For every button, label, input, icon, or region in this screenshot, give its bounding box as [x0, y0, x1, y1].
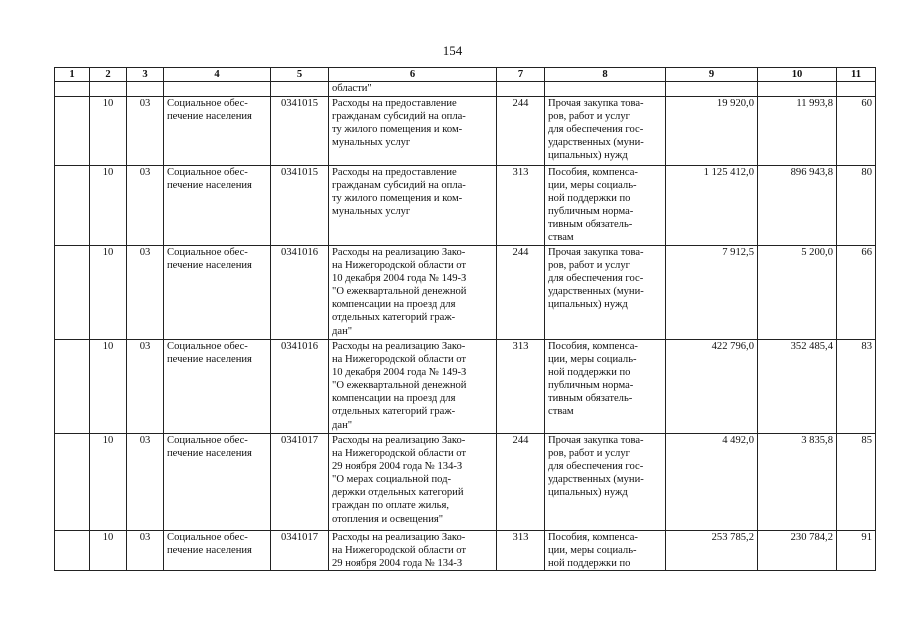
cell-expense-type: 244 [497, 97, 545, 166]
cell-subsection: 03 [127, 340, 164, 434]
cell-section: 10 [90, 246, 127, 340]
cell [55, 97, 90, 166]
cell-actual: 352 485,4 [758, 340, 837, 434]
cell-expense-type: 244 [497, 434, 545, 531]
table-row [55, 434, 876, 531]
cell-section-name: Социальное обес- печение населения [164, 531, 271, 571]
cell-percent: 66 [837, 246, 876, 340]
cell-target-article: 0341017 [271, 531, 329, 571]
header-col-1: 1 [55, 68, 90, 82]
cell-section-name: Социальное обес- печение населения [164, 340, 271, 434]
cell-planned: 253 785,2 [666, 531, 758, 571]
header-col-8: 8 [545, 68, 666, 82]
header-row [55, 68, 876, 82]
cell-expense-type-name: Пособия, компенса- ции, меры социаль- ной поддержки по публичным норма- тивным обязатель- ствам [545, 340, 666, 434]
cell [271, 82, 329, 97]
cell [666, 82, 758, 97]
cell-expense-description: Расходы на реализацию Зако- на Нижегородской области от 10 декабря 2004 года № 149-З "О ежеквартальной денежной компенсации на проезд для отдельных категорий граж- дан" [329, 340, 497, 434]
cell-expense-type-name: Прочая закупка това- ров, работ и услуг для обеспечения гос- ударственных (муни- ципальных) нужд [545, 434, 666, 531]
cell-percent: 60 [837, 97, 876, 166]
cell-expense-type-name: Пособия, компенса- ции, меры социаль- ной поддержки по [545, 531, 666, 571]
header-col-2: 2 [90, 68, 127, 82]
cell [90, 82, 127, 97]
cell-expense-type: 313 [497, 340, 545, 434]
header-col-7: 7 [497, 68, 545, 82]
cell-section: 10 [90, 434, 127, 531]
cell [497, 82, 545, 97]
cell-subsection: 03 [127, 166, 164, 246]
cell-actual: 3 835,8 [758, 434, 837, 531]
cell-section: 10 [90, 166, 127, 246]
cell-actual: 230 784,2 [758, 531, 837, 571]
cell [55, 82, 90, 97]
cell [545, 82, 666, 97]
cell-actual: 11 993,8 [758, 97, 837, 166]
cell [55, 531, 90, 571]
cell [758, 82, 837, 97]
cell-subsection: 03 [127, 246, 164, 340]
cell [164, 82, 271, 97]
cell-percent: 80 [837, 166, 876, 246]
cell-subsection: 03 [127, 434, 164, 531]
cell-subsection: 03 [127, 531, 164, 571]
cell [55, 246, 90, 340]
table-row [55, 340, 876, 434]
cell-expense-type-name: Прочая закупка това- ров, работ и услуг для обеспечения гос- ударственных (муни- ципальных) нужд [545, 97, 666, 166]
table-row [55, 97, 876, 166]
cell-expense-type-name: Прочая закупка това- ров, работ и услуг для обеспечения гос- ударственных (муни- ципальных) нужд [545, 246, 666, 340]
header-col-6: 6 [329, 68, 497, 82]
cell-expense-type: 313 [497, 531, 545, 571]
cell-target-article: 0341015 [271, 166, 329, 246]
cell-section-name: Социальное обес- печение населения [164, 434, 271, 531]
cell-section-name: Социальное обес- печение населения [164, 166, 271, 246]
cell-expense-description: Расходы на предоставление гражданам субсидий на опла- ту жилого помещения и ком- мунальных услуг [329, 166, 497, 246]
budget-table [54, 67, 876, 571]
cell-planned: 422 796,0 [666, 340, 758, 434]
table-row [55, 246, 876, 340]
cell-target-article: 0341016 [271, 340, 329, 434]
header-col-3: 3 [127, 68, 164, 82]
cell-planned: 4 492,0 [666, 434, 758, 531]
cell-percent: 83 [837, 340, 876, 434]
cell-target-article: 0341016 [271, 246, 329, 340]
header-col-4: 4 [164, 68, 271, 82]
cell-target-article: 0341017 [271, 434, 329, 531]
table-row [55, 531, 876, 571]
cell-planned: 1 125 412,0 [666, 166, 758, 246]
cell-actual: 896 943,8 [758, 166, 837, 246]
header-col-11: 11 [837, 68, 876, 82]
cell-expense-type-name: Пособия, компенса- ции, меры социаль- ной поддержки по публичным норма- тивным обязатель- ствам [545, 166, 666, 246]
continuation-row [55, 82, 876, 97]
cell-expense-description: Расходы на предоставление гражданам субсидий на опла- ту жилого помещения и ком- мунальных услуг [329, 97, 497, 166]
cell-expense-type: 244 [497, 246, 545, 340]
cell-percent: 91 [837, 531, 876, 571]
cell [837, 82, 876, 97]
cell-expense-description: Расходы на реализацию Зако- на Нижегородской области от 29 ноября 2004 года № 134-З [329, 531, 497, 571]
cell-section-name: Социальное обес- печение населения [164, 97, 271, 166]
cell-planned: 7 912,5 [666, 246, 758, 340]
header-col-10: 10 [758, 68, 837, 82]
header-col-9: 9 [666, 68, 758, 82]
page-number: 154 [442, 43, 463, 58]
continuation-text: области" [329, 82, 497, 97]
cell [127, 82, 164, 97]
cell-section: 10 [90, 340, 127, 434]
cell-section: 10 [90, 531, 127, 571]
cell-subsection: 03 [127, 97, 164, 166]
cell-section-name: Социальное обес- печение населения [164, 246, 271, 340]
cell-percent: 85 [837, 434, 876, 531]
cell-actual: 5 200,0 [758, 246, 837, 340]
cell-target-article: 0341015 [271, 97, 329, 166]
cell [55, 434, 90, 531]
table-row [55, 166, 876, 246]
cell-planned: 19 920,0 [666, 97, 758, 166]
cell [55, 340, 90, 434]
cell-expense-description: Расходы на реализацию Зако- на Нижегородской области от 29 ноября 2004 года № 134-З "О мерах социальной под- держки отдельных категорий граждан по оплате жилья, отопления и освещения" [329, 434, 497, 531]
cell-expense-type: 313 [497, 166, 545, 246]
cell [55, 166, 90, 246]
header-col-5: 5 [271, 68, 329, 82]
cell-expense-description: Расходы на реализацию Зако- на Нижегородской области от 10 декабря 2004 года № 149-З "О ежеквартальной денежной компенсации на проезд для отдельных категорий граж- дан" [329, 246, 497, 340]
cell-section: 10 [90, 97, 127, 166]
